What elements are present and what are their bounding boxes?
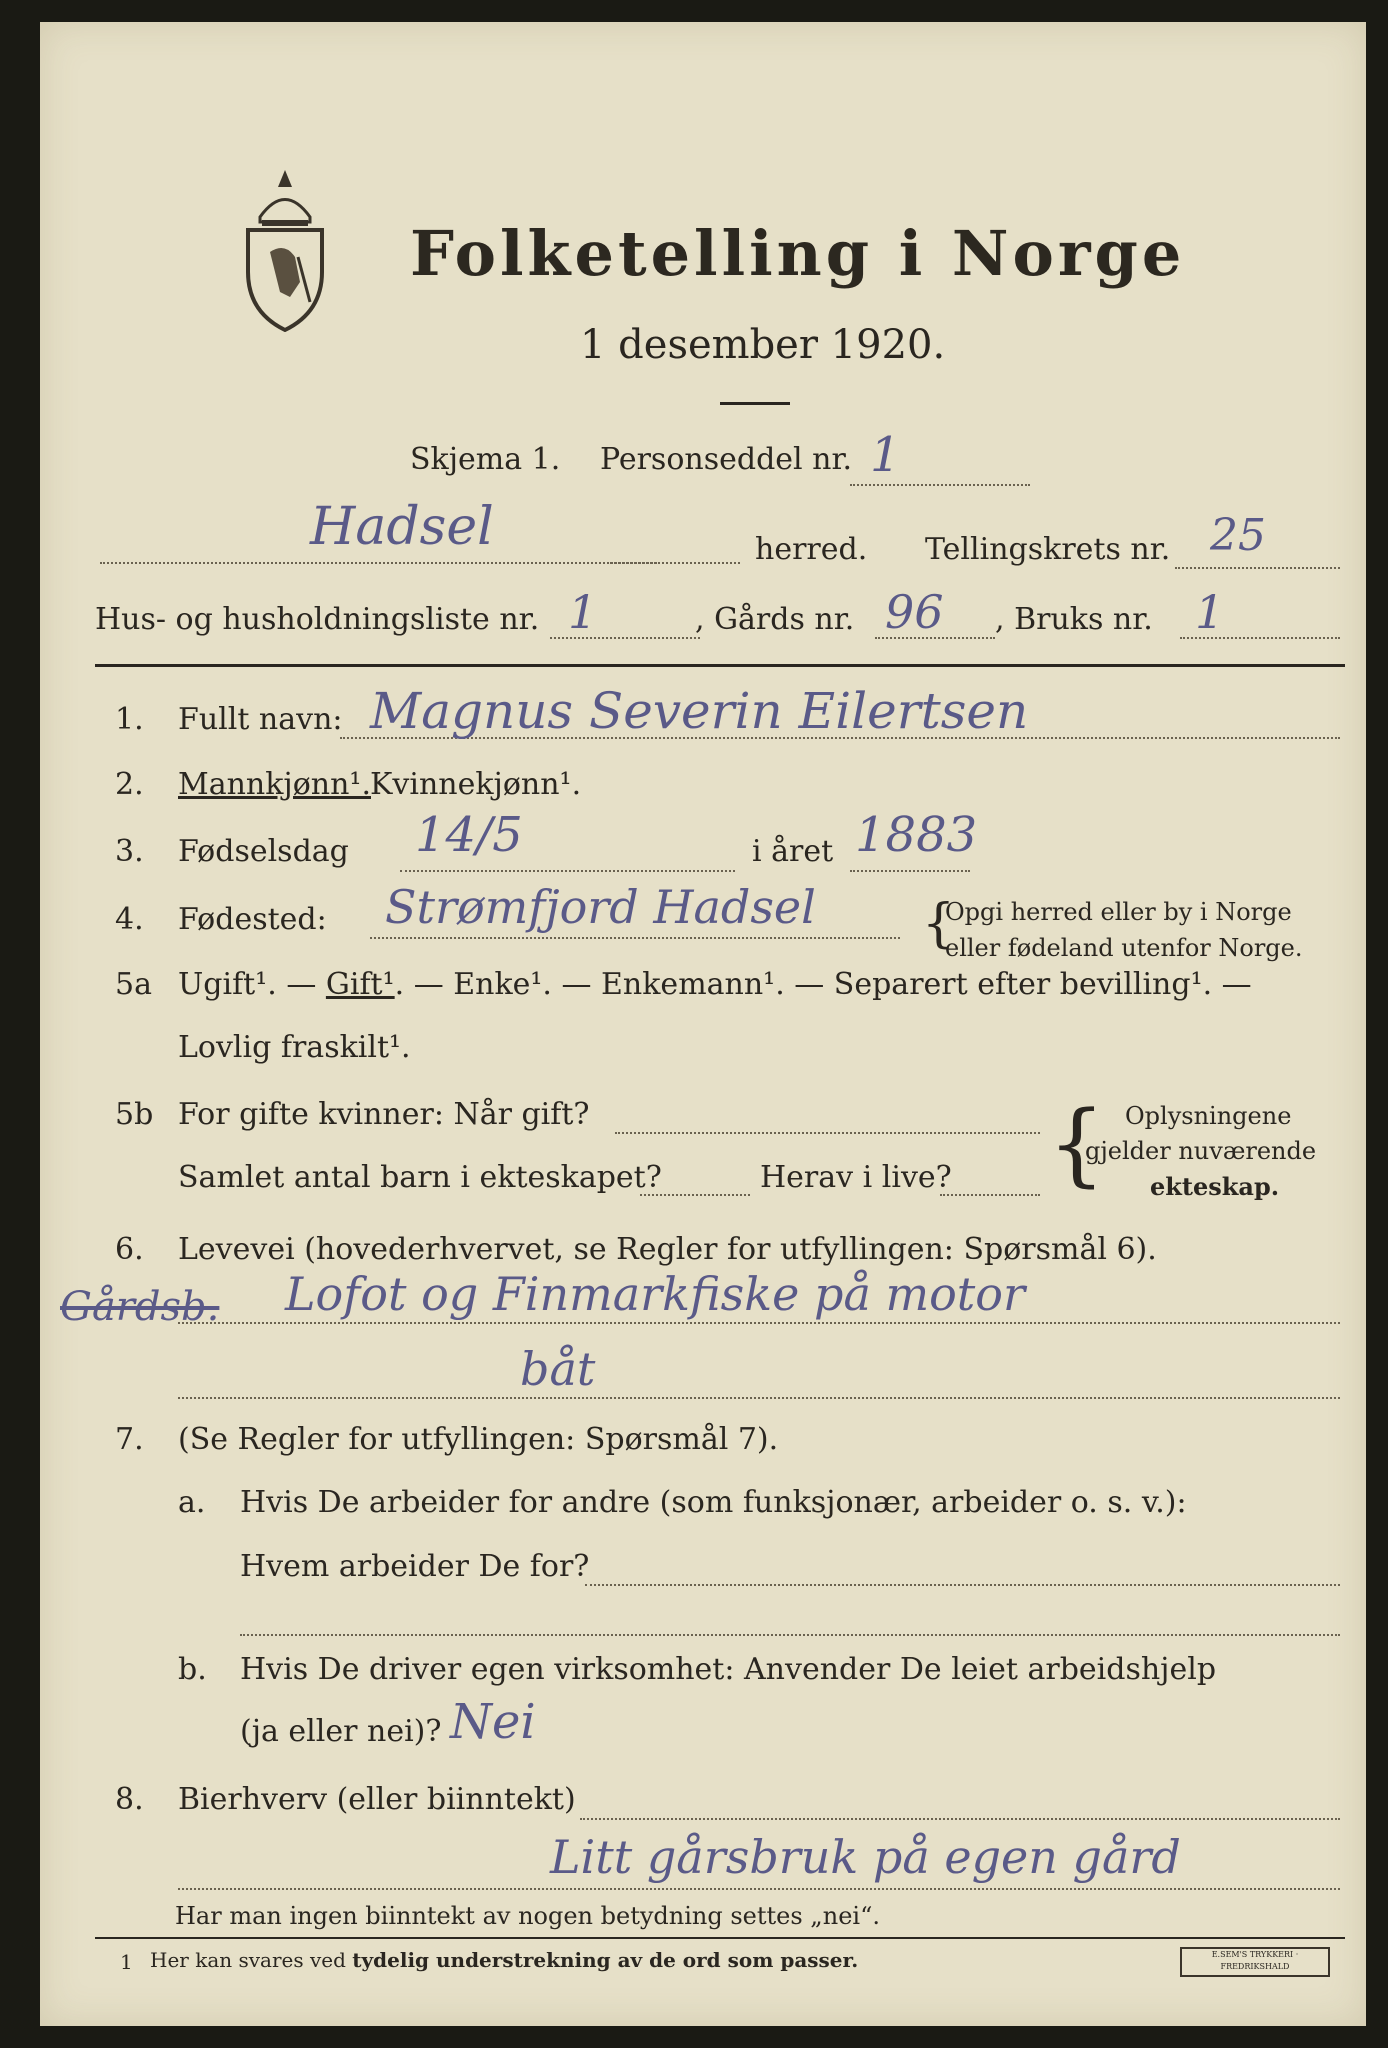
q8-number: 8. — [115, 1782, 144, 1817]
q3-year-label: i året — [752, 834, 834, 869]
q5b-number: 5b — [115, 1097, 154, 1132]
q5b-alive-label: Herav i live? — [760, 1160, 952, 1195]
census-form: Folketelling i Norge 1 desember 1920. Skjema 1. Personseddel nr. 1 Hadsel herred. Tellingskrets nr. 25 Hus- og husholdningsliste nr. 1 , Gårds nr. 96 , Bruks nr. 1 1. Fullt navn: Magnus Severin Eilertsen 2. Mannkjønn¹. Kvinnekjønn¹. 3. Fødselsdag 14/5 i året 1883 4. Fødested: Strømfjord Hadsel { Opgi herred eller by i Norge eller fødeland utenfor Norge. 5a Ugift¹. — Gift¹. — Enke¹. — Enkemann¹. — Separert efter bevilling¹. — Lovlig fraskilt¹. 5b For gifte kvinner: Når gift? Samlet antal barn i ekteskapet? Herav i live? { Oplysningene gjelder nuværende ekteskap. 6. Levevei (hovederhvervet, se Regler for utfyllingen: Spørsmål 6). Gårdsb. Lofot og Finmarkfiske på motor båt 7. (Se Regler for utfyllingen: Spørsmål 7). a. Hvis De arbeider for andre (som funksjonær, arbeider o. s. v.): Hvem arbeider De for? b. Hvis De driver egen virksomhet: Anvender De leiet arbeidshjelp (ja eller nei)? Nei 8. Bierhverv (eller biinntekt) Litt gårsbruk på egen gård Har man ingen biinntekt av nogen betydning settes „nei“. 1 Her kan svares ved tydelig understrekning av de ord som passer. E.SEM'S TRYKKERI · FREDRIKSHALD — [40, 22, 1366, 2026]
q5a-options — [178, 967, 1252, 1002]
q7-label: (Se Regler for utfyllingen: Spørsmål 7). — [178, 1422, 779, 1457]
q5a-ugift-option[interactable]: Ugift¹. — — [178, 967, 326, 1002]
herred-value[interactable]: Hadsel — [310, 497, 494, 557]
q5b-married-when-field[interactable] — [615, 1132, 1040, 1134]
q5b-married-when-label: For gifte kvinner: Når gift? — [178, 1097, 590, 1132]
q6-label: Levevei (hovederhvervet, se Regler for utfyllingen: Spørsmål 6). — [178, 1232, 1157, 1267]
bruks-value[interactable]: 1 — [1195, 585, 1225, 639]
q7a-label2: Hvem arbeider De for? — [240, 1549, 590, 1584]
q7b-label2: (ja eller nei)? — [240, 1714, 442, 1749]
birthplace-value[interactable]: Strømfjord Hadsel — [385, 880, 816, 934]
q7a-employer-field-line2[interactable] — [240, 1634, 1340, 1636]
q7b-letter: b. — [178, 1652, 207, 1687]
skjema-label: Skjema 1. — [410, 442, 561, 477]
title-divider — [720, 402, 790, 405]
q5a-number: 5a — [115, 967, 152, 1002]
occupation-value-line2[interactable]: båt — [520, 1342, 596, 1396]
herred-label: herred. — [755, 532, 868, 567]
q6-number: 6. — [115, 1232, 144, 1267]
q7b-value[interactable]: Nei — [450, 1694, 536, 1750]
footnote-mark: 1 — [120, 1950, 133, 1974]
q5a-other-options[interactable]: . — Enke¹. — Enkemann¹. — Separert efter bevilling¹. — — [394, 967, 1252, 1002]
q7a-employer-field[interactable] — [585, 1584, 1340, 1586]
tellingskrets-label: Tellingskrets nr. — [925, 532, 1171, 567]
q1-label: Fullt navn: — [178, 702, 343, 737]
birthdate-value[interactable]: 14/5 — [415, 807, 523, 863]
norway-coat-of-arms-icon — [240, 162, 330, 332]
q4-note-line1: Opgi herred eller by i Norge — [945, 898, 1292, 926]
birth-year-value[interactable]: 1883 — [855, 807, 978, 863]
gards-label: , Gårds nr. — [695, 602, 855, 637]
printer-stamp: E.SEM'S TRYKKERI · FREDRIKSHALD — [1180, 1947, 1330, 1977]
q5b-alive-field[interactable] — [940, 1194, 1040, 1196]
personseddel-value[interactable]: 1 — [870, 427, 901, 483]
tellingskrets-value[interactable]: 25 — [1210, 510, 1266, 561]
q3-number: 3. — [115, 834, 144, 869]
q2-female-option[interactable]: Kvinnekjønn¹. — [370, 767, 582, 802]
q5a-gift-option[interactable]: Gift¹ — [325, 967, 395, 1002]
q4-note-line2: eller fødeland utenfor Norge. — [945, 934, 1303, 962]
q7b-label: Hvis De driver egen virksomhet: Anvender De leiet arbeidshjelp — [240, 1652, 1217, 1687]
q5a-fraskilt-option[interactable]: Lovlig fraskilt¹. — [178, 1030, 411, 1065]
bruks-label: , Bruks nr. — [995, 602, 1153, 637]
footnote-text: Her kan svares ved tydelig understrekning av de ord som passer. — [150, 1948, 859, 1972]
q6-struck-value: Gårdsb. — [60, 1284, 220, 1330]
q5b-children-label: Samlet antal barn i ekteskapet? — [178, 1160, 662, 1195]
footer-rule — [95, 1937, 1345, 1939]
q5b-note-line1: Oplysningene — [1125, 1102, 1292, 1130]
q1-number: 1. — [115, 702, 144, 737]
q7a-letter: a. — [178, 1485, 206, 1520]
q5b-note-line3: ekteskap. — [1150, 1172, 1280, 1201]
q8-label: Bierhverv (eller biinntekt) — [178, 1782, 576, 1817]
header-rule — [95, 664, 1345, 667]
q7-number: 7. — [115, 1422, 144, 1457]
side-income-value[interactable]: Litt gårsbruk på egen gård — [550, 1830, 1181, 1884]
full-name-value[interactable]: Magnus Severin Eilertsen — [370, 682, 1029, 740]
hus-label: Hus- og husholdningsliste nr. — [95, 602, 540, 637]
q3-label: Fødselsdag — [178, 834, 349, 869]
q2-number: 2. — [115, 767, 144, 802]
q4-label: Fødested: — [178, 902, 327, 937]
q5b-note-line2: gjelder nuværende — [1085, 1137, 1317, 1165]
q2-male-option[interactable]: Mannkjønn¹. — [178, 767, 371, 802]
q5b-children-field[interactable] — [640, 1194, 750, 1196]
q7a-label: Hvis De arbeider for andre (som funksjonær, arbeider o. s. v.): — [240, 1485, 1187, 1520]
form-date: 1 desember 1920. — [580, 322, 946, 368]
personseddel-label: Personseddel nr. — [600, 442, 853, 477]
occupation-value-line1[interactable]: Lofot og Finmarkfiske på motor — [285, 1267, 1025, 1321]
gards-value[interactable]: 96 — [885, 585, 944, 639]
form-title: Folketelling i Norge — [410, 217, 1186, 290]
q8-note: Har man ingen biinntekt av nogen betydning settes „nei“. — [175, 1902, 880, 1930]
hus-value[interactable]: 1 — [568, 585, 598, 639]
q4-number: 4. — [115, 902, 144, 937]
